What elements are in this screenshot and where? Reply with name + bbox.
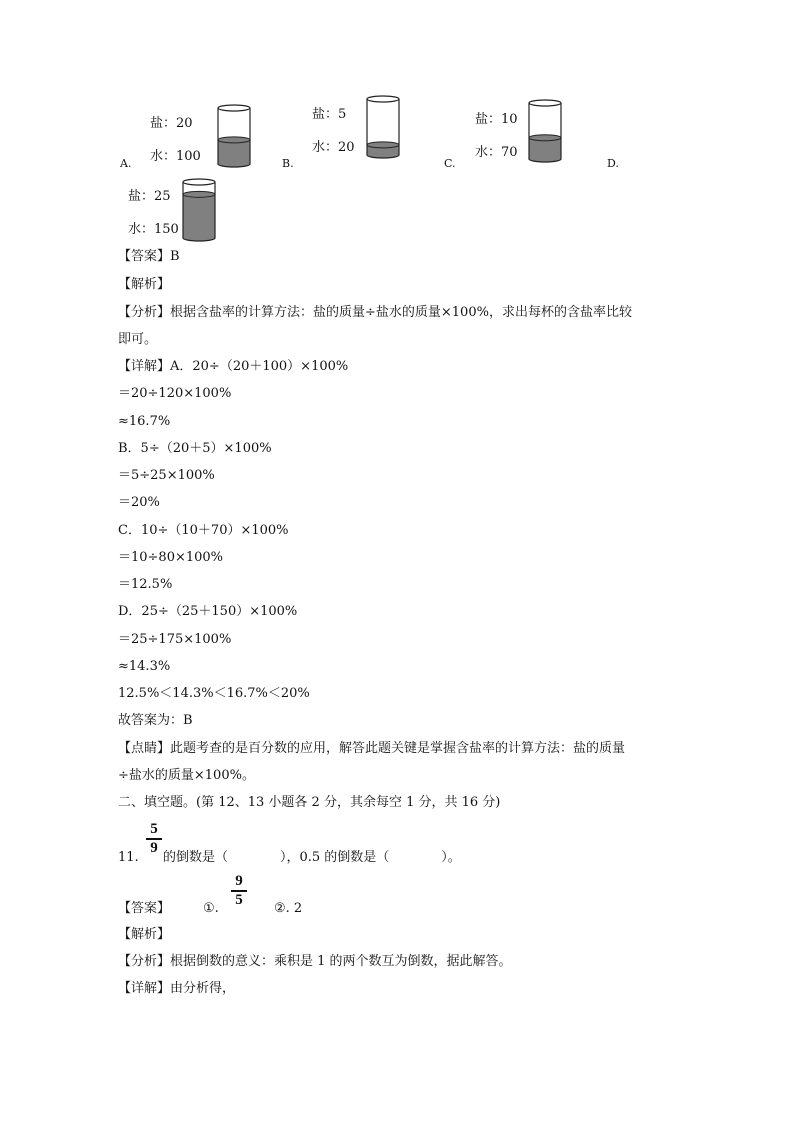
detail-line-c1: C．10÷（10＋70）×100% [118,523,289,538]
fraction-five-ninths [146,822,162,856]
liquid-surface [529,135,561,141]
tip-line-1: 【点睛】此题考查的是百分数的应用，解答此题关键是掌握含盐率的计算方法：盐的质量 [118,741,626,756]
beaker-rim [529,100,561,106]
fraction-numerator: 9 [235,873,243,889]
answer-line: 【答案】B [118,249,180,264]
liquid-surface [183,191,215,197]
detail-line-b3: ＝20% [118,495,160,510]
comparison-line: 12.5%＜14.3%＜16.7%＜20% [118,686,310,701]
water-label-b: 水：20 [312,140,355,155]
analysis-line-3: 【分析】根据倒数的意义：乘积是 1 的两个数互为倒数，据此解答。 [118,954,512,969]
water-label-d: 水：150 [128,222,179,237]
water-label-a: 水：100 [150,149,201,164]
section-heading: 二、填空题。(第 12、13 小题各 2 分，其余每空 1 分，共 16 分) [118,795,501,810]
question-number: 11. [118,850,139,865]
beaker-rim [367,96,399,102]
salt-label-d: 盐：25 [128,189,171,204]
option-letter-d: D. [607,157,619,170]
detail-line-d2: ＝25÷175×100% [118,632,232,647]
liquid-fill [183,194,215,241]
detail-line-a1: 【详解】A．20÷（20＋100）×100% [118,359,349,374]
detail-line-b1: B．5÷（20＋5）×100% [118,441,272,456]
detail-line-d3: ≈14.3% [118,659,171,674]
fraction-nine-fifths [231,874,247,908]
beaker-rim [183,179,215,185]
answer-label: 【答案】 [118,901,171,916]
option-letter-b: B. [282,157,294,170]
analysis-line-2: 即可。 [118,332,158,347]
fraction-denominator: 5 [235,891,243,908]
water-label-c: 水：70 [475,145,518,160]
detail-line-b2: ＝5÷25×100% [118,468,215,483]
beaker-rim [218,105,250,111]
liquid-fill [529,138,561,162]
answer-item-1: ①. [203,901,219,916]
beaker-a-icon [217,104,251,168]
beaker-b-icon [366,95,400,159]
tip-line-2: ÷盐水的质量×100%。 [118,768,255,783]
salt-label-b: 盐：5 [312,107,347,122]
option-letter-c: C. [444,157,456,170]
beaker-c-icon [528,99,562,163]
fraction-denominator: 9 [150,839,158,856]
analysis-heading-2: 【解析】 [118,927,171,942]
detail-line-c3: ＝12.5% [118,577,173,592]
analysis-heading: 【解析】 [118,277,171,292]
liquid-fill [218,140,250,167]
answer-item-2: ②. 2 [274,901,303,916]
salt-label-a: 盐：20 [150,116,193,131]
liquid-surface [367,142,399,148]
conclusion-line: 故答案为：B [118,713,193,728]
option-letter-a: A. [120,157,132,170]
fraction-numerator: 5 [150,821,158,837]
salt-label-c: 盐：10 [475,112,518,127]
detail-line-a3: ≈16.7% [118,414,171,429]
detail-line-final: 【详解】由分析得， [118,981,236,996]
question-text: 的倒数是（ ），0.5 的倒数是（ ）。 [163,850,461,865]
beaker-d-icon [182,178,216,242]
liquid-surface [218,137,250,143]
detail-line-d1: D．25÷（25＋150）×100% [118,604,298,619]
detail-line-a2: ＝20÷120×100% [118,386,232,401]
analysis-line-1: 【分析】根据含盐率的计算方法：盐的质量÷盐水的质量×100%，求出每杯的含盐率比较 [118,305,632,320]
detail-line-c2: ＝10÷80×100% [118,550,224,565]
